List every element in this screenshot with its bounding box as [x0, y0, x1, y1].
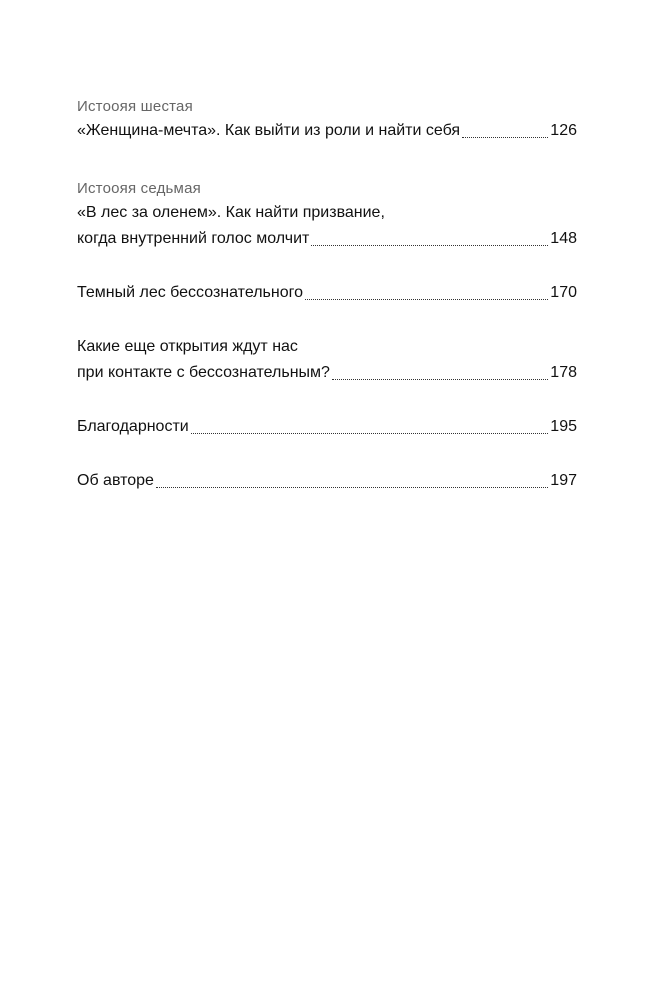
toc-entry-title: Темный лес бессознательного	[77, 284, 303, 301]
toc-page-number: 170	[550, 284, 577, 301]
toc-page-number: 195	[550, 418, 577, 435]
dot-leader	[191, 419, 549, 434]
toc-page-number: 148	[550, 230, 577, 247]
toc-entry-subtitle: Истоояя шестая	[77, 98, 193, 115]
toc-entry-title-line: Какие еще открытия ждут нас	[77, 338, 298, 355]
toc-entry[interactable]	[77, 414, 577, 440]
toc-entry-title-line: «В лес за оленем». Как найти призвание,	[77, 204, 385, 221]
table-of-contents	[77, 96, 577, 494]
toc-entry-line[interactable]	[77, 226, 577, 252]
toc-entry[interactable]	[77, 178, 577, 252]
dot-leader	[311, 231, 548, 246]
toc-entry-subtitle: Истоояя седьмая	[77, 180, 201, 197]
toc-entry[interactable]	[77, 468, 577, 494]
dot-leader	[332, 365, 548, 380]
toc-entry-line[interactable]	[77, 360, 577, 386]
toc-entry-title: Об авторе	[77, 472, 154, 489]
toc-entry-title: когда внутренний голос молчит	[77, 230, 310, 247]
toc-entry-line[interactable]	[77, 414, 577, 440]
toc-entry[interactable]	[77, 280, 577, 306]
toc-entry[interactable]	[77, 96, 577, 144]
toc-entry[interactable]	[77, 334, 577, 386]
toc-entry-title: «Женщина-мечта». Как выйти из роли и найти себя	[77, 122, 461, 139]
toc-page-number: 197	[550, 472, 577, 489]
dot-leader	[305, 285, 548, 300]
toc-entry-line[interactable]	[77, 118, 577, 144]
toc-entry-line[interactable]	[77, 280, 577, 306]
toc-entry-title: при контакте с бессознательным?	[77, 364, 330, 381]
dot-leader	[156, 473, 548, 488]
dot-leader	[462, 123, 548, 138]
toc-entry-line[interactable]	[77, 468, 577, 494]
toc-entry-title: Благодарности	[77, 418, 189, 435]
toc-page-number: 178	[550, 364, 577, 381]
toc-page-number: 126	[550, 122, 577, 139]
